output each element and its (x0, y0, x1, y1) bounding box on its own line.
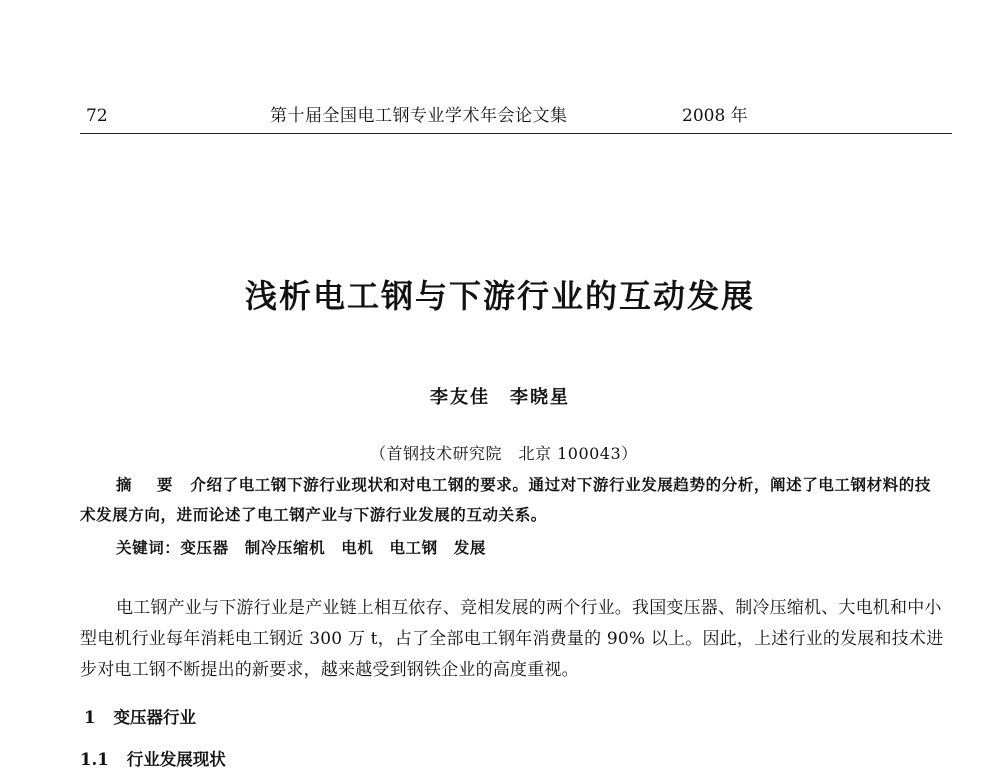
journal-title: 第十届全国电工钢专业学术年会论文集 (270, 106, 568, 126)
paper-title: 浅析电工钢与下游行业的互动发展 (244, 277, 755, 315)
abstract-text: 介绍了电工钢下游行业现状和对电工钢的要求。通过对下游行业发展趋势的分析，阐述了电工钢材料的技术发展方向，进而论述了电工钢产业与下游行业发展的互动关系。 (80, 475, 932, 524)
subsection-number: 1.1 (80, 750, 109, 769)
keywords (116, 533, 946, 563)
abstract-label: 摘 要 (116, 475, 183, 494)
keyword: 变压器 (180, 538, 229, 557)
subsection-heading (80, 746, 226, 770)
paper-authors: 李友佳 李晓星 (430, 387, 570, 408)
keyword: 发展 (453, 538, 486, 557)
header-rule (80, 133, 952, 134)
page-number: 72 (86, 106, 108, 126)
subsection-title: 行业发展现状 (126, 750, 226, 769)
paper-affiliation: （首钢技术研究院 北京 100043） (370, 444, 638, 463)
section-number: 1 (84, 708, 96, 727)
section-title: 变压器行业 (113, 708, 196, 727)
abstract (80, 470, 946, 530)
keyword: 制冷压缩机 (244, 538, 326, 557)
section-heading (84, 704, 196, 728)
keyword: 电工钢 (389, 538, 438, 557)
body-paragraph: 电工钢产业与下游行业是产业链上相互依存、竞相发展的两个行业。我国变压器、制冷压缩机、大电机和中小型电机行业每年消耗电工钢近 300 万 t，占了全部电工钢年消费量的 90% 以上。因此，上述行业的发展和技术进步对电工钢不断提出的新要求，越来越受到钢铁企业的高度重视。 (80, 598, 944, 680)
keyword: 电机 (341, 538, 374, 557)
keywords-label: 关键词： (116, 538, 181, 557)
journal-year: 2008 年 (682, 106, 748, 126)
